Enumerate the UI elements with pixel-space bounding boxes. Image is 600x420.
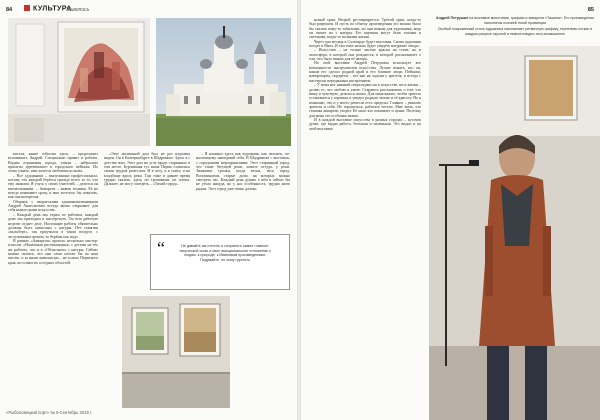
quote-mark-icon: “ xyxy=(157,238,165,258)
caption-name: Андрей Петрушин xyxy=(436,16,469,20)
event-photo-art xyxy=(429,46,600,420)
page-number-right: 85 xyxy=(587,7,594,13)
paragraph: – Каждый день мы ездим по рабочим, каждый день мы приходим в мастерскую. Он всю рабочую неделю отдает делу. Настоящие работы обязательно должны быть написаны с натуры. Нет понятия «мольберт», так приучился в таком воздухе, с заслуженным сроком, то берёшь как надо. xyxy=(8,211,98,239)
paragraph: – У меня нет никакой сверхзадачи ни в искусстве, ни в жизни – делаю то, что люблю и умею. Стараюсь рассказывать о том, что вижу и чувствую, делиться своим. Для меня важно, чтобы зритель остановился у картины и увидел родную землю и её красоту. Но я понимаю, что и у моего ремесла есть пределы. Главное – уважать зрителя и себя. Не торопиться, работать честно. Мне жаль, что техника акварели уходит. Её мало кто понимает и ценит. Поэтому для меня это особенно важно. xyxy=(309,82,421,118)
exhibition-photo-art xyxy=(122,296,230,408)
page-header-right xyxy=(307,5,594,15)
section-marker xyxy=(24,5,30,11)
text-column-left-b xyxy=(104,152,190,187)
right-page xyxy=(301,0,600,420)
paragraph: «Этот маленький дом был не раз издалека виден. Он в Екатеринбурге в Шадринске. Здесь я с детства жил. Этот дом на углу вроде старинных в том месте. Бурлившая тут наша Пермь славилась своим трудом ремеслом. И в лесу, и в скиту, и на кладбище вдоль реки. Там тоже в давнее время трудно сказать, здесь по тропинкам, не спеша. Дальнее, не могу смотреть – «Тихий город». xyxy=(104,151,190,187)
text-column-left-a xyxy=(8,152,98,265)
text-column-right-a xyxy=(309,18,421,131)
paragraph: Общаясь с творческими единомышленниками Андрей Анатольевич всегда вновь открывает для себя новые грани искусства. xyxy=(8,198,98,213)
paragraph: И в каждой выставке искусства в разных городах – кусочек души, где видна работа, большая и маленькая. Это видно и на этой выставке. xyxy=(309,116,421,131)
paragraph: – Искусство – не только чистые краски на стене, но и атмосфера, в которой она рождается, в которой рассказывает о том, что было важно для её автора. xyxy=(309,47,421,62)
paragraph: В рамках «Акварели» прошло несколько мастер-классов. «Начальная рисовальщика» с детьми на тех же работах, что и в «Областном» с натуры. Сейчас можно сказать, что они сами хотели бы по ним писать, и за ними живописцы – не только Пермского края, но и многих соседних областей. xyxy=(8,237,98,265)
page-number-left: 84 xyxy=(6,7,13,13)
exhibition-photo xyxy=(122,296,230,408)
photo-caption xyxy=(436,16,594,36)
section-label: КУЛЬТУРА xyxy=(33,5,72,13)
painting-photo-art xyxy=(8,18,150,146)
painting-photo xyxy=(8,18,150,146)
rubric: Живопись xyxy=(66,6,90,13)
paragraph: Через три месяца в Салехарде будет выставка. Снова художник поедет в Ямал. И там тоже можно будет увидеть натурные этюды. xyxy=(309,38,421,49)
paragraph: – Я начинал здесь как художник, как человек, по-настоящему нашедший себя. В Шадринске с выставок, с городскими мероприятиями: Этот старинный город, что тише бегущей реки, ловите оттуда, у реки. Знакомые тропки, когда весна, весь город. Вспоминаешь старые дома, на которых можно смотреть час. Каждый день думаю о нём и сейчас бы не уехал никуда, но у нас особенность: трудно жить рядом. Этот город уже очень далеко. xyxy=(196,151,290,191)
paragraph: На этой выставке Андрей Петрушин использует все возможности инструментов искусства. Лучше понять, кто он, каким его сделал родной край и его близкие люди. Пейзажи, натюрморты, портреты – все как на ладони у зрителя, и всегда с мастерски переданным настроением. xyxy=(309,60,421,83)
pull-quote xyxy=(150,234,290,290)
paragraph: новый храм. Второй реставрируется. Третий храм, когда-то был разрушен. И пусть по объему произведения это можно было бы сказать кому-то забытыми, но они важны для художника, ведь он пишет их с натуры. Его картины могут быть тихими и светлыми, когда-то полными жизни. xyxy=(309,17,421,40)
pull-quote-text: Не давайте им отгнить и сохранять самое главное: творческой силы и свое эмоциональное отношение к людям, к природе, к Ивановым произведениям. Подумайте, по чему грустить xyxy=(179,244,271,262)
church-photo-art xyxy=(156,18,291,146)
event-photo xyxy=(429,46,600,420)
church-photo xyxy=(156,18,291,146)
paragraph: висела, какие события здесь, – продолжает вспоминать Андрей. Специально привез и работы. Видны отражения города, улицы – неброские приметы деревенского и городского пейзажа. Их легко узнать, ими хочется любоваться снова. xyxy=(8,151,98,174)
left-page xyxy=(0,0,297,420)
section-title xyxy=(24,5,72,13)
footer-text: «Рыболовецкий порт» № 9 Сентябрь 2019 г. xyxy=(6,410,93,415)
text-column-left-c xyxy=(196,152,290,191)
caption-line1 xyxy=(436,16,594,25)
caption-text: на выставке монотипии, графики и акварели «Тишина». Его произведения наполнены поэзией тихой провинции xyxy=(468,16,594,25)
paragraph: – Все художники – выпускники профессионала, потому что каждый берётся прежде всего за то, что ему знакомо. Я учусь у своих учителей, – делится он впечатлениями. – Акварель – живая техника, Её не всегда понимают сразу, и мне хотелось бы показать, как она интересна. xyxy=(8,172,98,200)
caption-line2: Особый очарованный стиль художника напоминает ритмичную графику, терпеливо соткан в каждом рисунке скучной и немноголюдно-тихо-возвышенно xyxy=(437,27,593,36)
page-header-left xyxy=(6,5,291,15)
